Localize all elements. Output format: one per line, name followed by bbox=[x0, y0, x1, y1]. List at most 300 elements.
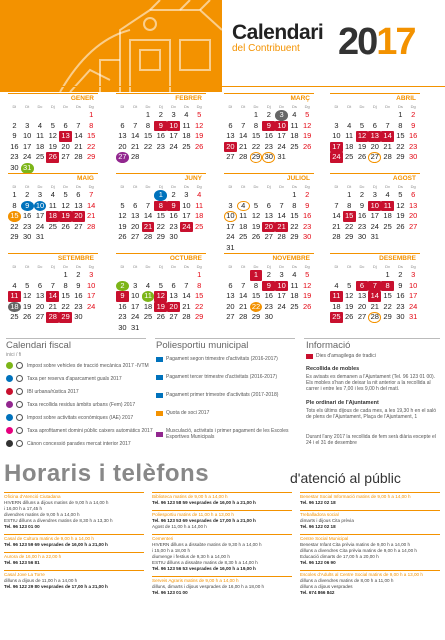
day-cell: 18 bbox=[143, 301, 153, 311]
day-cell: 16 bbox=[169, 211, 178, 221]
week-row bbox=[8, 302, 98, 313]
weekday-label: Dc bbox=[359, 184, 365, 189]
day-cell: 21 bbox=[142, 222, 155, 233]
end-slash-icon bbox=[16, 440, 23, 447]
schedule-line: Tel. 96 122 06 90 bbox=[300, 560, 336, 565]
day-cell bbox=[154, 152, 167, 163]
day-cell: 26 bbox=[345, 312, 354, 322]
week-row bbox=[224, 302, 314, 313]
day-cell bbox=[275, 312, 288, 323]
day-cell: 10 bbox=[87, 280, 96, 290]
day-cell: 27 bbox=[226, 152, 235, 162]
day-cell: 11 bbox=[182, 120, 191, 130]
day-cell: 12 bbox=[303, 280, 312, 290]
day-cell: 30 bbox=[396, 312, 405, 322]
day-cell bbox=[381, 232, 394, 243]
day-cell: 17 bbox=[277, 131, 286, 141]
day-cell: 2 bbox=[158, 110, 163, 119]
day-cell: 26 bbox=[396, 221, 405, 231]
schedule-block bbox=[152, 494, 294, 506]
weekday-label: Dv bbox=[171, 184, 177, 189]
day-cell: 1 bbox=[347, 190, 352, 199]
day-cell: 21 bbox=[182, 301, 191, 311]
schedule-line: Tel. 96 123 56 81 bbox=[4, 560, 40, 565]
month-name: MAIG bbox=[8, 173, 98, 182]
day-cell: 22 bbox=[10, 221, 19, 231]
day-cell bbox=[154, 270, 167, 281]
block-divider bbox=[152, 534, 292, 535]
divider bbox=[304, 338, 440, 339]
day-cell bbox=[72, 163, 85, 174]
schedule-title: Casal de Cultura matins de 9,00 h a 14,00 h bbox=[4, 536, 94, 541]
block-divider bbox=[152, 492, 292, 493]
day-cell: 24 bbox=[226, 232, 235, 242]
day-cell: 11 bbox=[345, 131, 354, 141]
day-cell bbox=[301, 312, 314, 323]
day-cell: 9 bbox=[262, 121, 275, 132]
day-cell: 21 bbox=[383, 141, 392, 151]
weeks bbox=[224, 270, 314, 323]
day-cell: 15 bbox=[156, 211, 165, 221]
week-row bbox=[330, 142, 420, 153]
day-cell bbox=[180, 232, 193, 243]
day-cell bbox=[224, 270, 237, 281]
fiscal-item bbox=[6, 440, 131, 447]
day-cell bbox=[180, 323, 193, 334]
week-row bbox=[8, 121, 98, 132]
weekday-header bbox=[8, 264, 98, 269]
poliesportiu-item bbox=[156, 428, 296, 440]
day-cell: 3 bbox=[279, 270, 284, 279]
weekday-label: Dt bbox=[241, 104, 246, 109]
day-cell: 5 bbox=[347, 280, 352, 290]
weekday-label: Dj bbox=[50, 264, 55, 269]
fiscal-title: Calendari fiscal bbox=[6, 340, 71, 351]
month-febrer bbox=[116, 93, 206, 173]
day-cell: 22 bbox=[345, 221, 354, 231]
fiscal-item-label: Cànon concessió parades mercat interior 2017 bbox=[27, 440, 131, 447]
day-cell: 9 bbox=[116, 291, 129, 302]
fiscal-item-label: Taxa aprofitament domini públic caixers automàtics 2017 bbox=[27, 427, 153, 434]
day-cell: 11 bbox=[195, 200, 204, 210]
week-row bbox=[116, 222, 206, 233]
day-cell: 22 bbox=[250, 302, 263, 313]
weekday-label: Dc bbox=[253, 264, 259, 269]
day-cell: 22 bbox=[195, 301, 204, 311]
day-cell: 5 bbox=[253, 200, 259, 210]
day-cell: 9 bbox=[76, 280, 81, 290]
weekday-label: Dc bbox=[145, 184, 151, 189]
month-abril bbox=[330, 93, 420, 173]
day-cell: 21 bbox=[131, 141, 140, 151]
month-juliol bbox=[224, 173, 314, 253]
day-cell: 21 bbox=[332, 221, 341, 231]
weekday-label: Dc bbox=[253, 184, 259, 189]
day-cell: 25 bbox=[383, 221, 392, 231]
schedule-line: Educació dimarts de 17,00 h a 20,00 h bbox=[300, 554, 379, 559]
month-name: DESEMBRE bbox=[330, 253, 420, 262]
weeks bbox=[330, 190, 420, 243]
day-cell: 16 bbox=[303, 211, 312, 221]
end-slash-icon bbox=[16, 427, 23, 434]
day-cell: 12 bbox=[118, 211, 127, 221]
poliesportiu-item-label: Musculació, activitats i primer pagament de les Escoles Esportives Municipals bbox=[166, 428, 289, 440]
day-cell: 25 bbox=[239, 232, 248, 242]
day-cell: 16 bbox=[357, 211, 367, 221]
day-cell: 28 bbox=[239, 152, 248, 162]
week-row bbox=[8, 190, 98, 201]
day-cell: 6 bbox=[228, 120, 233, 130]
schedule-line: dilluns a divendres matins de 8,00 h a 11,00 h bbox=[300, 578, 394, 583]
day-cell: 14 bbox=[131, 131, 140, 141]
week-row bbox=[330, 121, 420, 132]
schedule-title: Serveis Agraris matins de 9,00 h a 14,00 h bbox=[152, 578, 239, 583]
day-cell: 22 bbox=[87, 141, 96, 151]
day-cell: 18 bbox=[383, 211, 392, 221]
day-cell: 1 bbox=[398, 110, 403, 119]
trinitat-text: Durant l'any 2017 la recollida de fem serà diària excepte el 24 i el 31 de desembre bbox=[306, 434, 436, 446]
day-cell bbox=[288, 152, 301, 163]
day-cell: 14 bbox=[332, 211, 341, 221]
fiscal-item bbox=[6, 414, 133, 421]
day-cell bbox=[193, 232, 206, 243]
weekday-label: Dv bbox=[63, 184, 69, 189]
day-cell: 28 bbox=[74, 152, 83, 162]
day-cell: 5 bbox=[197, 110, 202, 119]
day-cell: 21 bbox=[239, 301, 248, 311]
month-name: OCTUBRE bbox=[116, 253, 206, 262]
day-cell: 19 bbox=[195, 131, 204, 141]
weekday-label: Dg bbox=[304, 184, 310, 189]
day-cell bbox=[262, 190, 275, 201]
day-cell: 7 bbox=[184, 280, 189, 290]
day-cell: 4 bbox=[237, 201, 250, 212]
day-cell: 28 bbox=[46, 312, 59, 323]
day-cell: 18 bbox=[290, 291, 299, 301]
horaris-title: Horaris i telèfons bbox=[4, 460, 210, 487]
day-cell bbox=[237, 243, 250, 254]
day-cell: 7 bbox=[241, 280, 246, 290]
day-cell: 28 bbox=[332, 232, 341, 242]
weekday-label: Dl bbox=[120, 264, 125, 269]
day-cell: 2 bbox=[305, 190, 310, 199]
week-row bbox=[116, 302, 206, 313]
day-cell: 6 bbox=[372, 120, 377, 130]
day-cell: 1 bbox=[63, 270, 68, 279]
day-cell: 17 bbox=[409, 291, 418, 301]
day-cell: 19 bbox=[357, 141, 367, 151]
day-cell: 31 bbox=[35, 232, 45, 242]
month-juny bbox=[116, 173, 206, 253]
day-cell: 20 bbox=[35, 301, 45, 311]
day-cell: 28 bbox=[368, 312, 381, 323]
day-cell: 31 bbox=[370, 232, 379, 242]
weekday-label: Dt bbox=[25, 264, 30, 269]
fiscal-subtitle: inici / fi bbox=[6, 352, 22, 358]
day-cell bbox=[142, 323, 155, 334]
weekday-header bbox=[8, 184, 98, 189]
day-cell bbox=[237, 190, 250, 201]
day-cell: 19 bbox=[118, 221, 127, 231]
month-maig bbox=[8, 173, 98, 253]
weekday-label: Dv bbox=[279, 104, 285, 109]
weekday-label: Dt bbox=[25, 184, 30, 189]
color-square-icon bbox=[156, 357, 163, 362]
month-name: FEBRER bbox=[116, 93, 206, 102]
weekday-label: Dl bbox=[12, 184, 17, 189]
day-cell: 25 bbox=[330, 312, 343, 323]
block-divider bbox=[300, 534, 440, 535]
day-cell: 15 bbox=[143, 131, 153, 141]
informacio-title: Informació bbox=[306, 340, 351, 351]
day-cell bbox=[34, 110, 47, 121]
week-row bbox=[224, 281, 314, 292]
day-cell bbox=[21, 110, 34, 121]
weekday-label: Dv bbox=[279, 184, 285, 189]
day-cell: 12 bbox=[154, 291, 167, 302]
week-row bbox=[224, 201, 314, 212]
fiscal-item bbox=[6, 362, 149, 369]
day-cell: 10 bbox=[34, 201, 47, 212]
day-cell: 30 bbox=[118, 322, 127, 332]
day-cell bbox=[180, 270, 193, 281]
week-row bbox=[8, 163, 98, 174]
day-cell: 20 bbox=[409, 211, 418, 221]
week-row bbox=[8, 281, 98, 292]
day-cell: 21 bbox=[48, 301, 57, 311]
day-cell: 13 bbox=[59, 131, 72, 142]
day-cell: 8 bbox=[253, 280, 259, 290]
day-cell: 14 bbox=[143, 211, 153, 221]
day-cell: 10 bbox=[23, 131, 32, 141]
day-cell: 1 bbox=[197, 270, 202, 279]
day-cell: 15 bbox=[383, 291, 392, 301]
day-cell: 21 bbox=[74, 141, 83, 151]
day-cell: 14 bbox=[74, 131, 83, 141]
week-row bbox=[116, 121, 206, 132]
month-name: NOVEMBRE bbox=[224, 253, 314, 262]
day-cell: 29 bbox=[87, 152, 96, 162]
weekday-label: Dg bbox=[88, 104, 94, 109]
day-cell: 29 bbox=[250, 152, 263, 163]
day-cell: 20 bbox=[61, 141, 70, 151]
week-row bbox=[8, 142, 98, 153]
day-cell bbox=[368, 270, 381, 281]
day-cell: 19 bbox=[345, 301, 354, 311]
day-cell: 17 bbox=[131, 301, 140, 311]
week-row bbox=[330, 312, 420, 323]
day-cell: 3 bbox=[334, 120, 339, 130]
schedule-block bbox=[300, 536, 442, 566]
schedule-line: Tel. 96 123 59 69 vesprades de 16,00 h a 21,00 h bbox=[4, 542, 108, 547]
weekday-label: Dl bbox=[334, 184, 339, 189]
fiscal-item-label: Taxa per reserva d'aparcament guals 2017 bbox=[27, 375, 122, 382]
week-row bbox=[116, 201, 206, 212]
day-cell: 19 bbox=[396, 211, 405, 221]
day-cell: 18 bbox=[35, 141, 45, 151]
day-cell bbox=[250, 190, 263, 201]
day-cell bbox=[116, 110, 129, 121]
schedule-line: HIVERN dilluns a dissabte matins de 9,30 h a 14,00 h bbox=[152, 542, 262, 547]
day-cell: 17 bbox=[23, 141, 32, 151]
poliesportiu-item-label: Pagament tercer trimestre d'activitats (2016-2017) bbox=[166, 374, 278, 380]
day-cell: 10 bbox=[167, 121, 180, 132]
weekday-label: Dl bbox=[334, 104, 339, 109]
day-cell: 5 bbox=[63, 190, 68, 199]
week-row bbox=[224, 291, 314, 302]
day-cell: 22 bbox=[290, 221, 299, 231]
day-cell: 25 bbox=[48, 221, 57, 231]
weekday-label: Dt bbox=[347, 104, 352, 109]
fiscal-item-label: Impost sobre activitats econòmiques (IAE) 2017 bbox=[27, 414, 134, 421]
day-cell: 27 bbox=[357, 312, 367, 322]
day-cell: 8 bbox=[145, 120, 151, 130]
day-cell: 11 bbox=[142, 291, 155, 302]
day-cell: 7 bbox=[145, 200, 151, 210]
day-cell: 30 bbox=[262, 152, 275, 163]
weekday-label: Dj bbox=[372, 184, 377, 189]
day-cell: 8 bbox=[154, 201, 167, 212]
weekday-label: Dc bbox=[37, 264, 43, 269]
schedule-line: Tel. 96 123 01 00 bbox=[4, 524, 40, 529]
ple-title: Ple ordinari de l'Ajuntament bbox=[306, 400, 379, 406]
weekday-label: Dj bbox=[372, 104, 377, 109]
color-square-icon bbox=[156, 393, 163, 398]
ple-text: Tots els últims dijous de cada mes, a les 19,30 h en el saló de plens de l'Ajuntament, Plaça de l'Ajuntament, 1 bbox=[306, 408, 437, 420]
weeks bbox=[224, 110, 314, 163]
day-cell: 15 bbox=[396, 131, 405, 141]
day-cell bbox=[34, 163, 47, 174]
town-hall-illustration bbox=[0, 0, 222, 92]
schedule-title: Poliesportiu matins de 11,00 h a 13,00 h bbox=[152, 512, 234, 517]
weekday-label: Ds bbox=[291, 264, 297, 269]
day-cell: 21 bbox=[370, 301, 379, 311]
day-cell: 9 bbox=[411, 120, 416, 130]
weekday-label: Dc bbox=[145, 104, 151, 109]
day-cell bbox=[275, 190, 288, 201]
schedule-line: Tel. 96 123 01 00 bbox=[152, 590, 188, 595]
day-cell bbox=[21, 270, 34, 281]
week-row bbox=[8, 131, 98, 142]
day-cell: 27 bbox=[169, 312, 178, 322]
header-banner bbox=[0, 0, 222, 92]
day-cell: 27 bbox=[409, 221, 418, 231]
day-cell: 12 bbox=[23, 291, 32, 301]
weekday-header bbox=[116, 184, 206, 189]
weeks bbox=[8, 270, 98, 323]
day-cell: 2 bbox=[359, 190, 365, 199]
day-cell: 6 bbox=[228, 280, 233, 290]
day-cell: 10 bbox=[131, 291, 140, 301]
day-cell: 18 bbox=[8, 302, 21, 313]
day-cell: 19 bbox=[303, 291, 312, 301]
day-cell: 22 bbox=[61, 301, 70, 311]
weekday-label: Dv bbox=[279, 264, 285, 269]
week-row bbox=[116, 270, 206, 281]
day-cell: 19 bbox=[59, 211, 72, 222]
week-row bbox=[224, 243, 314, 254]
day-cell: 27 bbox=[226, 312, 235, 322]
day-cell: 7 bbox=[76, 120, 81, 130]
schedule-block bbox=[300, 572, 442, 596]
day-cell: 2 bbox=[12, 120, 17, 130]
day-cell bbox=[407, 232, 420, 243]
day-cell: 28 bbox=[182, 312, 191, 322]
weekday-header bbox=[116, 264, 206, 269]
schedule-line: dilluns a dijous de 11,00 h a 14,00 h bbox=[4, 578, 78, 583]
poliesportiu-item-label: Quota de soci 2017 bbox=[166, 410, 210, 416]
weekday-label: Dv bbox=[385, 104, 391, 109]
day-cell: 26 bbox=[61, 221, 70, 231]
month-gener bbox=[8, 93, 98, 173]
day-cell: 6 bbox=[356, 281, 369, 292]
weekday-label: Dc bbox=[253, 104, 259, 109]
weekday-label: Dj bbox=[266, 264, 271, 269]
day-cell bbox=[356, 110, 369, 121]
day-cell: 13 bbox=[35, 291, 45, 301]
weeks bbox=[330, 270, 420, 323]
page-title: Calendari bbox=[232, 21, 324, 44]
day-cell: 20 bbox=[118, 141, 127, 151]
week-row bbox=[330, 131, 420, 142]
month-agost bbox=[330, 173, 420, 253]
week-row bbox=[116, 142, 206, 153]
poliesportiu-item bbox=[156, 374, 296, 380]
schedule-line: diumenge i festius de 9,30 h a 14,00 h bbox=[152, 554, 230, 559]
day-cell bbox=[224, 190, 237, 201]
recollida-title: Recollida de mobles bbox=[306, 366, 360, 372]
weekday-label: Dj bbox=[50, 184, 55, 189]
day-cell: 17 bbox=[169, 131, 178, 141]
weekday-label: Dg bbox=[410, 184, 416, 189]
weekday-label: Dl bbox=[12, 264, 17, 269]
day-cell: 1 bbox=[385, 270, 390, 279]
day-cell bbox=[142, 190, 155, 201]
day-cell: 23 bbox=[23, 221, 32, 231]
week-row bbox=[116, 323, 206, 334]
day-cell: 9 bbox=[305, 200, 310, 210]
month-name: SETEMBRE bbox=[8, 253, 98, 262]
day-cell: 2 bbox=[25, 190, 30, 199]
day-cell: 24 bbox=[87, 301, 96, 311]
start-dot-icon bbox=[6, 401, 13, 408]
day-cell: 28 bbox=[277, 232, 286, 242]
day-cell: 25 bbox=[10, 312, 19, 322]
day-cell: 17 bbox=[87, 291, 96, 301]
day-cell: 2 bbox=[116, 281, 129, 292]
day-cell: 12 bbox=[48, 131, 57, 141]
weekday-label: Ds bbox=[397, 104, 403, 109]
weekday-label: Dj bbox=[372, 264, 377, 269]
day-cell bbox=[330, 190, 343, 201]
day-cell: 7 bbox=[368, 281, 381, 292]
end-slash-icon bbox=[16, 388, 23, 395]
day-cell: 8 bbox=[63, 280, 68, 290]
day-cell: 4 bbox=[292, 270, 297, 279]
week-row bbox=[8, 222, 98, 233]
week-row bbox=[116, 312, 206, 323]
day-cell bbox=[8, 110, 21, 121]
day-cell: 6 bbox=[411, 190, 416, 199]
day-cell: 26 bbox=[195, 141, 204, 151]
day-cell: 22 bbox=[251, 141, 261, 151]
day-cell: 5 bbox=[120, 200, 125, 210]
day-cell: 14 bbox=[87, 200, 96, 210]
day-cell: 11 bbox=[36, 131, 44, 141]
day-cell: 3 bbox=[37, 190, 43, 199]
fiscal-item bbox=[6, 427, 153, 434]
day-cell bbox=[288, 243, 301, 254]
